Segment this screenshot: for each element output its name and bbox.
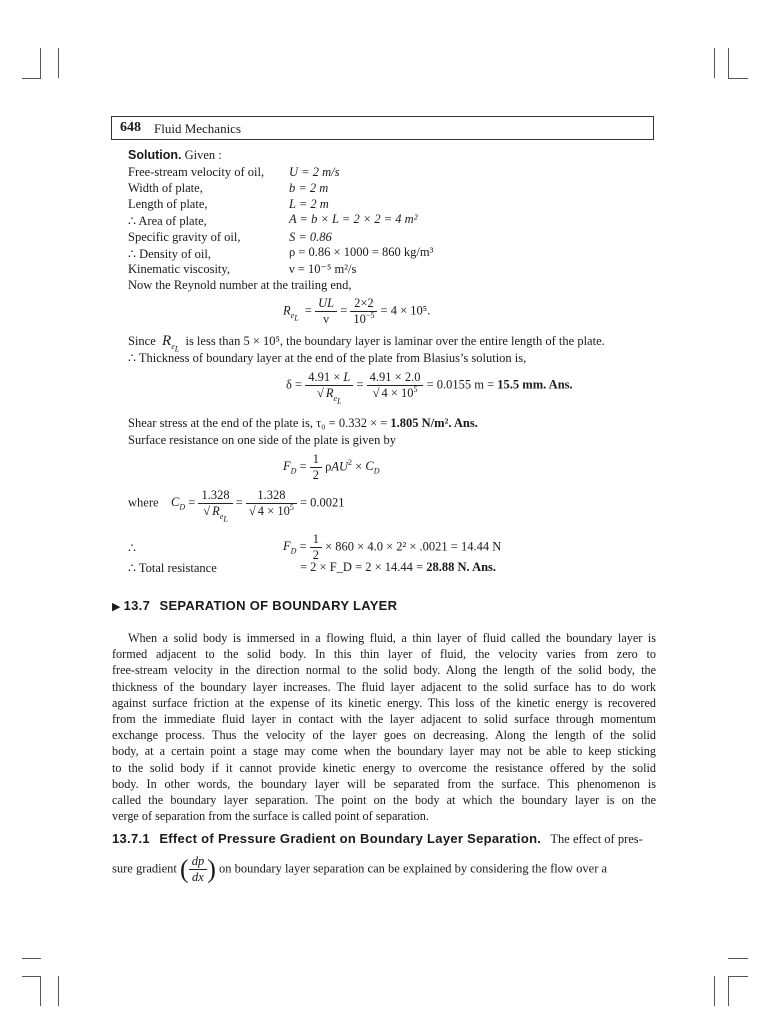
paragraph-line: against surface friction at the expense of its kinetic energy. This loss of the kinetic energy is recovered: [112, 695, 656, 710]
thickness-text: ∴ Thickness of boundary layer at the end of the plate from Blasius’s solution is,: [128, 351, 527, 365]
surface-text: Surface resistance on one side of the plate is given by: [128, 433, 396, 447]
running-header: [111, 116, 654, 140]
delta-answer: 15.5 mm. Ans.: [497, 377, 573, 392]
fd-equation: $F_D$ = $\frac{1}{2}$ $\rho AU^2 \times C_D$: [283, 452, 380, 482]
crop-mark: [22, 976, 41, 977]
section-arrow-icon: ▶: [112, 601, 121, 613]
total-line: [300, 560, 496, 575]
fd-result: × 860 × 4.0 × 2² × .0021 = 14.44 N: [325, 539, 502, 554]
since-line: Since $R_{e_L}$ is less than 5 × 10⁵, the boundary layer is laminar over the entire length of the plate.: [128, 333, 605, 354]
given-value-3: A = b × L = 2 × 2 = 4 m²: [289, 212, 418, 226]
subsection-title: Effect of Pressure Gradient on Boundary Layer Separation.: [159, 831, 542, 846]
crop-mark: [58, 976, 59, 1006]
subsection-line-2: sure gradient ( $\frac{dp}{dx}$ ) on boundary layer separation can be explained by considering the flow over a: [112, 854, 608, 884]
given-value-4: S = 0.86: [289, 230, 332, 244]
section-title: SEPARATION OF BOUNDARY LAYER: [159, 598, 398, 613]
paragraph-line: from the immediate fluid layer in contact with the layer adjacent to solid surface through momentum: [112, 712, 656, 727]
delta-equation: δ = $\frac{4.91 \times L}{√ R_{e_L}}$ = $\frac{4.91 \times 2.0}{√ 4 \times 10^5}$ = 0.0155 m = 15.5 mm. Ans.: [286, 370, 573, 406]
shear-text: Shear stress at the end of the plate is, τ₀ = 0.332 × =: [128, 416, 388, 430]
paragraph-line: free-stream velocity in the direction normal to the solid body. Along the length of the solid body, the: [112, 663, 656, 678]
therefore-symbol: ∴: [128, 541, 136, 555]
subsection-text-1: The effect of pres-: [550, 832, 643, 846]
crop-mark: [40, 976, 41, 1006]
total-answer: 28.88 N. Ans.: [426, 560, 497, 574]
crop-mark: [728, 78, 748, 79]
cd-result: = 0.0021: [299, 495, 345, 510]
paragraph-line: formed adjacent to the solid body. In this thin layer of fluid, the velocity varies from zero to: [112, 647, 656, 662]
subsection-text-2a: sure gradient: [112, 861, 177, 876]
given-label-4: Specific gravity of oil,: [128, 230, 241, 244]
paragraph-line: verge of separation from the surface is called point of separation.: [112, 809, 429, 824]
given-value-5: ρ = 0.86 × 1000 = 860 kg/m³: [289, 245, 434, 259]
given-value-0: U = 2 m/s: [289, 165, 340, 179]
section-number: 13.7: [123, 598, 151, 613]
subsection-number: 13.7.1: [112, 831, 150, 846]
given-label-3: ∴ Area of plate,: [128, 214, 207, 228]
subsection-text-2b: on boundary layer separation can be explained by considering the flow over a: [219, 861, 608, 876]
paragraph-line: to the solid body if it cannot provide kinetic energy to overcome the resistance offered by the solid: [112, 760, 656, 775]
paragraph-line: body. In other words, the boundary layer will be separated from the surface. This phenomenon is: [112, 776, 656, 791]
given-label-0: Free-stream velocity of oil,: [128, 165, 265, 179]
since-word: Since: [128, 334, 156, 348]
subsection-line: [112, 831, 643, 847]
crop-mark: [40, 48, 41, 78]
crop-mark: [714, 976, 715, 1006]
given-label-5: ∴ Density of oil,: [128, 247, 211, 261]
book-title: Fluid Mechanics: [154, 121, 242, 136]
crop-mark: [22, 958, 41, 959]
delta-result: = 0.0155 m =: [426, 377, 495, 392]
where-word: where: [128, 495, 159, 510]
paragraph-line: body, at a certain point a stage may come when the boundary layer may not be able to keep sticking: [112, 744, 656, 759]
crop-mark: [22, 78, 41, 79]
paragraph-line: exchange process. Thus the velocity of the layer goes on decreasing. Along the length of the solid: [112, 728, 656, 743]
given-label-6: Kinematic viscosity,: [128, 262, 230, 276]
total-value: = 2 × F_D = 2 × 14.44 =: [300, 560, 424, 574]
given-value-2: L = 2 m: [289, 197, 329, 211]
paragraph-line: thickness of the boundary layer increases. The fluid layer adjacent to the solid surface has to do work: [112, 679, 656, 694]
crop-mark: [714, 48, 715, 78]
reynolds-result: = 4 × 10⁵.: [380, 303, 431, 318]
shear-line: [128, 416, 478, 431]
given-label: Given :: [184, 148, 222, 162]
crop-mark: [728, 976, 748, 977]
reynolds-intro: Now the Reynold number at the trailing end,: [128, 278, 352, 292]
section-paragraph: [112, 630, 656, 824]
crop-mark: [728, 958, 748, 959]
shear-answer: 1.805 N/m². Ans.: [390, 416, 478, 430]
given-value-1: b = 2 m: [289, 181, 329, 195]
fd-numeric: $F_D$ = $\frac{1}{2}$ × 860 × 4.0 × 2² × .0021 = 14.44 N: [283, 532, 502, 562]
solution-heading-line: [128, 148, 222, 163]
crop-mark: [58, 48, 59, 78]
page-number: 648: [120, 120, 141, 135]
total-label: ∴ Total resistance: [128, 561, 217, 575]
section-heading: [112, 598, 397, 614]
solution-heading: Solution.: [128, 148, 182, 162]
cd-equation: where $C_D$ = $\frac{1.328}{√ R_{e_L}}$ = $\frac{1.328}{√ 4 \times 10^5}$ = 0.0021: [128, 488, 345, 524]
reynolds-equation: $R_{e_L}$ = $\frac{UL}{\nu}$ = $\frac{2\times 2}{10^{-5}}$ = 4 × 10⁵.: [283, 296, 431, 326]
paragraph-line: When a solid body is immersed in a flowing fluid, a thin layer of fluid called the boundary layer is: [128, 631, 656, 645]
given-label-2: Length of plate,: [128, 197, 208, 211]
paragraph-line: called the boundary layer separation. The point on the body at which the boundary layer is on the: [112, 793, 656, 808]
given-label-1: Width of plate,: [128, 181, 203, 195]
crop-mark: [728, 976, 729, 1006]
given-value-6: ν = 10⁻⁵ m²/s: [289, 262, 357, 276]
since-text: is less than 5 × 10⁵, the boundary layer is laminar over the entire length of the plate.: [185, 334, 605, 348]
crop-mark: [728, 48, 729, 78]
